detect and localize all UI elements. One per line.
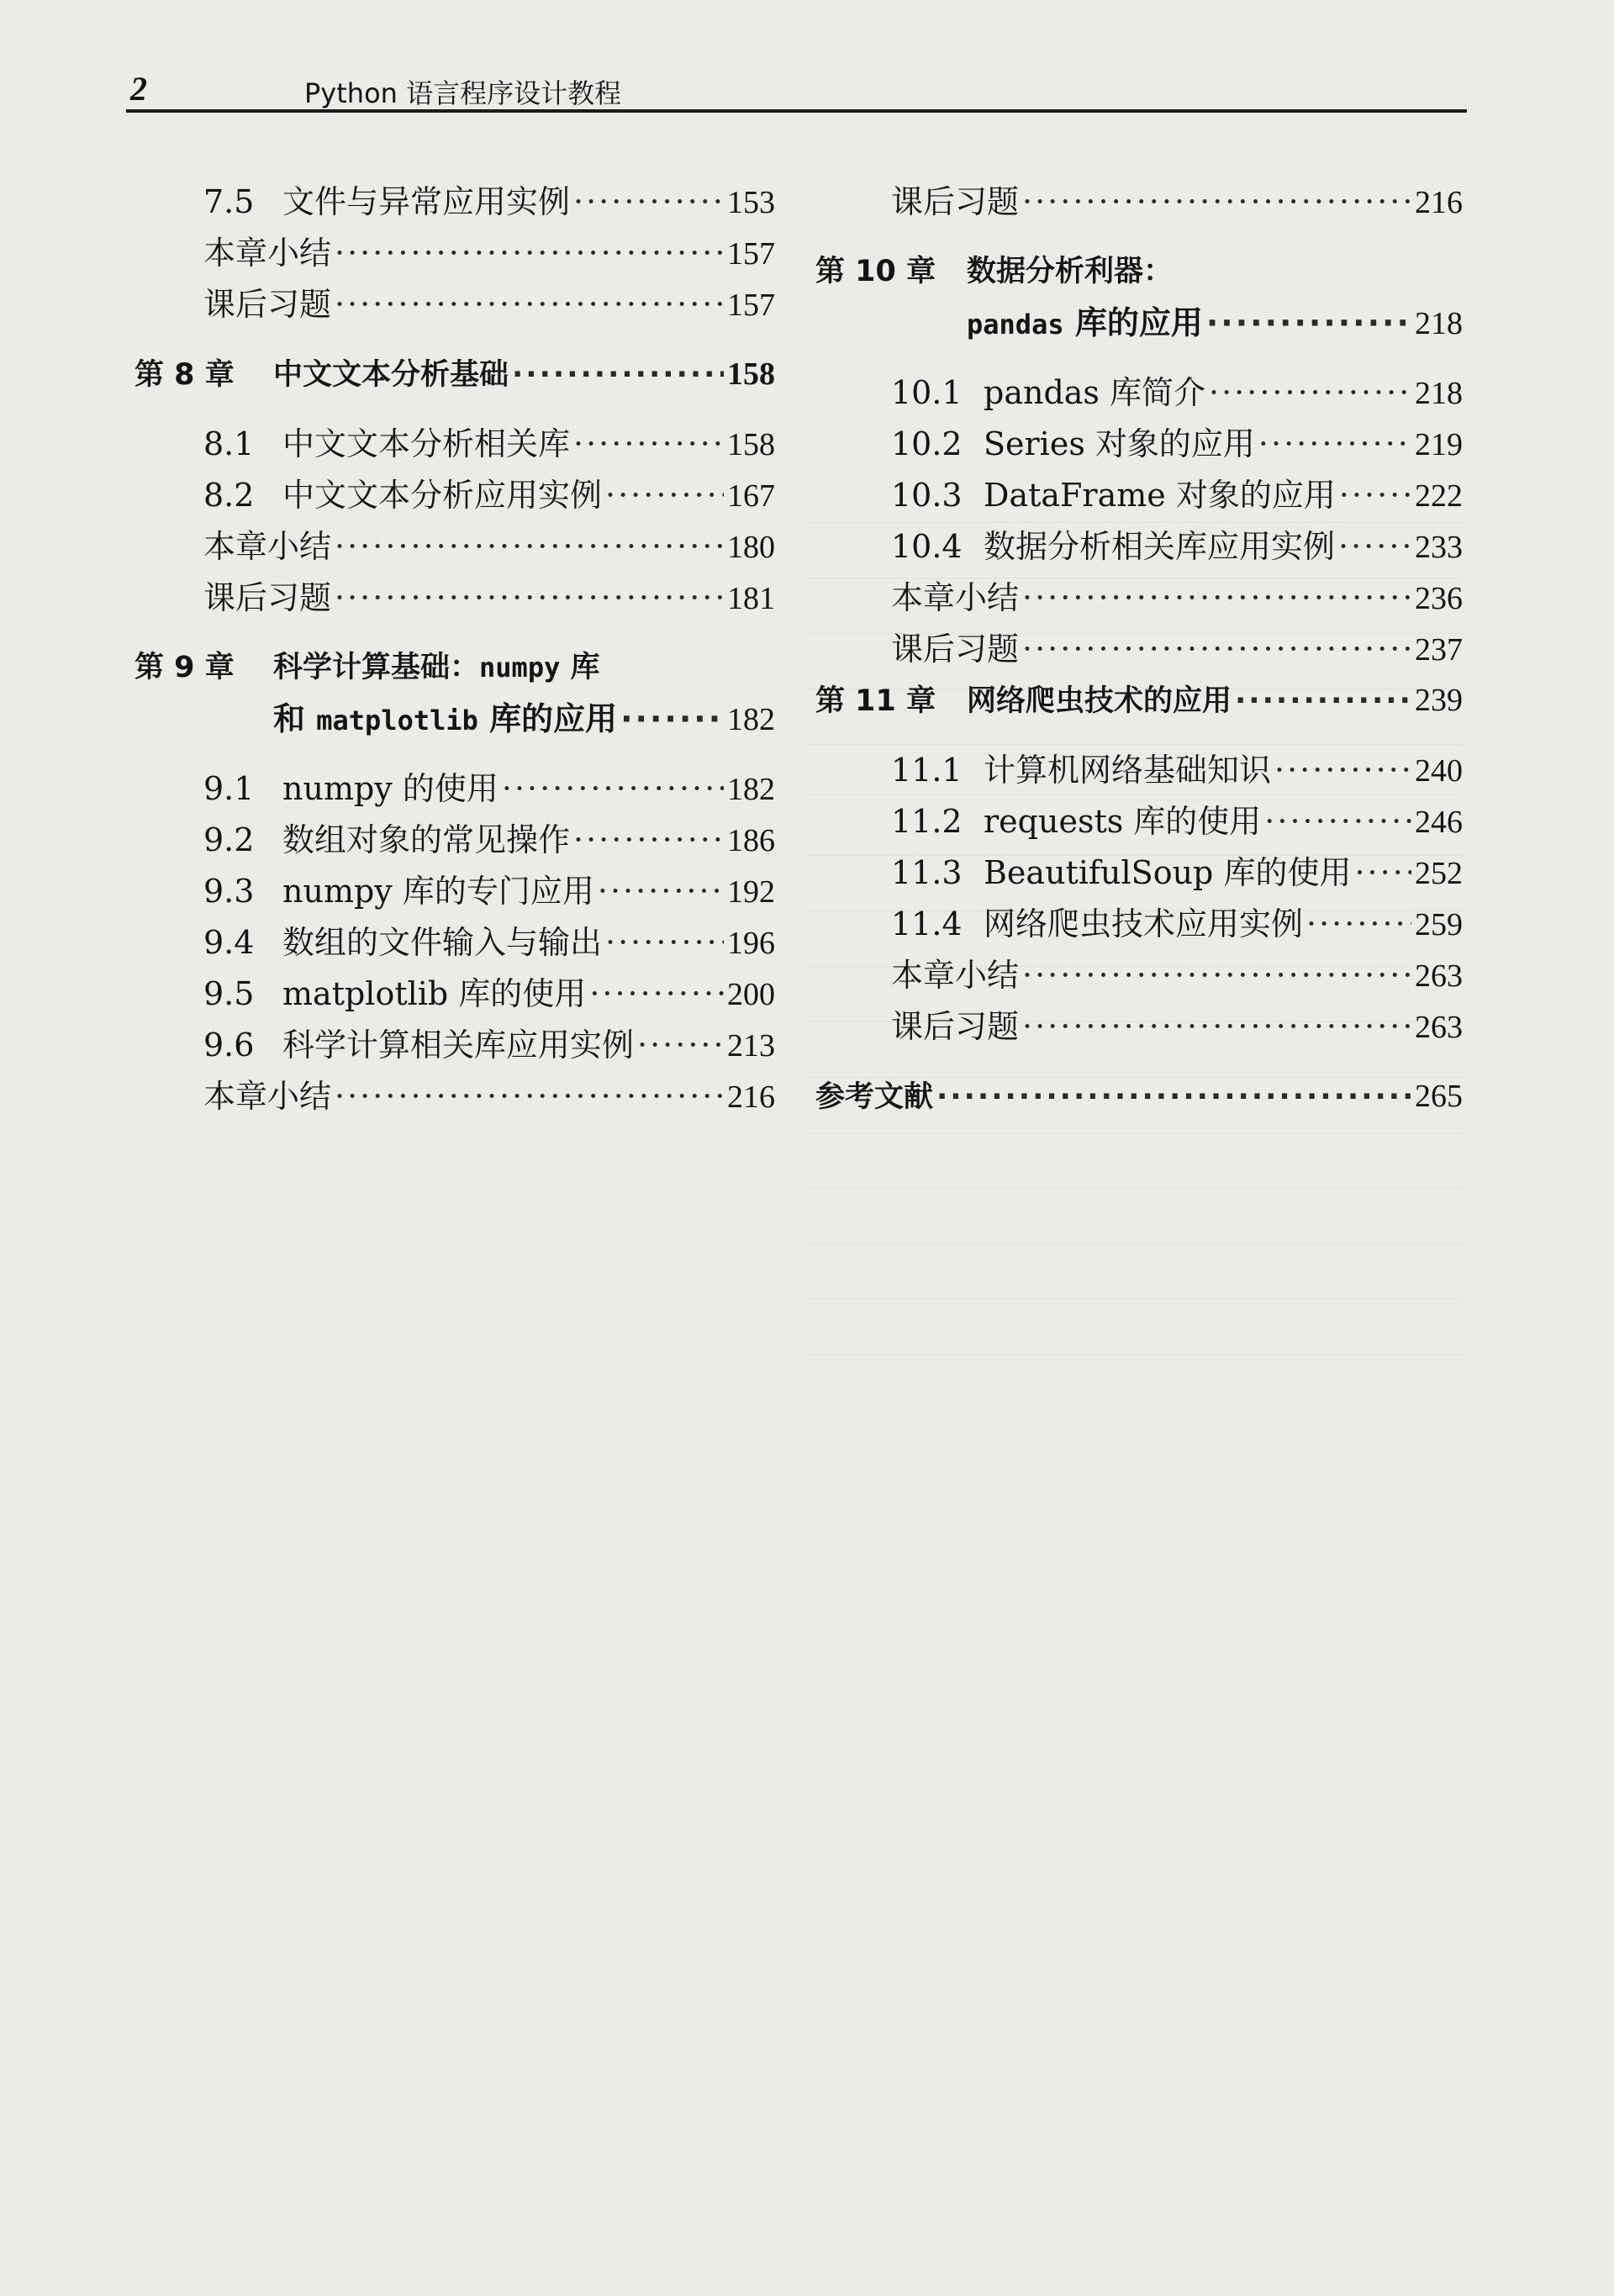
leader-dots [1235, 676, 1411, 727]
section-number: 10.4 [891, 528, 963, 565]
page-ref: 252 [1415, 856, 1463, 891]
toc-entry-11-2[interactable] [815, 796, 1463, 847]
references-title: 参考文献 [815, 1080, 934, 1114]
toc-entry-9-3[interactable] [134, 866, 775, 917]
section-title: BeautifulSoup 库的使用 [984, 854, 1352, 891]
page-ref: 259 [1415, 907, 1463, 942]
toc-entry-8-1[interactable] [134, 419, 775, 470]
leader-dots [573, 815, 724, 866]
toc-entry-10-1[interactable] [815, 367, 1463, 419]
toc-entry-9-2[interactable] [134, 815, 775, 866]
section-title: 本章小结 [203, 528, 332, 565]
section-title: numpy 的使用 [282, 770, 498, 807]
page-ref: 222 [1415, 478, 1463, 514]
chapter-title: 中文文本分析基础 [273, 358, 509, 392]
page-number: 2 [130, 70, 147, 108]
page-ref: 153 [727, 185, 775, 220]
toc-chapter-10[interactable] [815, 246, 1463, 349]
leader-dots [573, 177, 724, 228]
section-title: 课后习题 [203, 286, 332, 323]
toc-entry-exercises-10[interactable] [815, 624, 1463, 675]
page-ref: 240 [1415, 753, 1463, 789]
toc-entry-11-3[interactable] [815, 847, 1463, 899]
page-ref: 218 [1415, 306, 1463, 341]
leader-dots [335, 228, 724, 279]
section-title: requests 库的使用 [984, 803, 1262, 840]
section-number: 11.3 [891, 854, 963, 891]
toc-entry-exercises-11[interactable] [815, 1001, 1463, 1053]
leader-dots [1206, 298, 1411, 349]
section-number: 11.1 [891, 752, 963, 789]
toc-entry-summary-8[interactable] [134, 521, 775, 573]
page-ref: 236 [1415, 581, 1463, 616]
section-title: 文件与异常应用实例 [282, 183, 571, 220]
toc-entry-8-2[interactable] [134, 470, 775, 521]
leader-dots [1338, 521, 1411, 573]
page-ref: 181 [727, 581, 775, 616]
chapter-number: 第 8 章 [134, 358, 235, 392]
section-number: 11.4 [891, 905, 963, 942]
page-ref: 157 [727, 236, 775, 272]
section-number: 9.6 [203, 1027, 255, 1064]
section-number: 9.5 [203, 975, 255, 1012]
leader-dots [1022, 1001, 1411, 1053]
toc-entry-11-4[interactable] [815, 899, 1463, 950]
page-ref: 213 [727, 1028, 775, 1064]
leader-dots [1258, 419, 1411, 470]
toc-entry-10-4[interactable] [815, 521, 1463, 573]
leader-dots [335, 1071, 724, 1122]
page-ref: 218 [1415, 376, 1463, 411]
chapter-number: 第 10 章 [815, 255, 936, 288]
section-title: 数据分析相关库应用实例 [984, 528, 1336, 565]
page-ref: 196 [727, 926, 775, 961]
chapter-title-line2: pandas 库的应用 [967, 304, 1203, 341]
leader-dots [1209, 367, 1411, 419]
chapter-number: 第 11 章 [815, 684, 936, 718]
section-title: 本章小结 [203, 1078, 332, 1115]
leader-dots [502, 763, 724, 815]
page-ref: 237 [1415, 632, 1463, 668]
section-title: 数组的文件输入与输出 [282, 924, 603, 961]
leader-dots [1274, 745, 1411, 796]
page-ref: 265 [1415, 1079, 1463, 1114]
toc-right-column [815, 177, 1463, 1122]
section-title: matplotlib 库的使用 [282, 975, 587, 1012]
page-ref: 192 [727, 874, 775, 910]
toc-left-column [134, 177, 775, 1122]
leader-dots [512, 350, 724, 401]
leader-dots [1264, 796, 1411, 847]
toc-entry-7-5[interactable] [134, 177, 775, 228]
toc-entry-summary-9[interactable] [134, 1071, 775, 1122]
section-number: 9.4 [203, 924, 255, 961]
toc-entry-9-5[interactable] [134, 969, 775, 1020]
page-ref: 239 [1415, 683, 1463, 718]
page-ref: 186 [727, 823, 775, 858]
section-title: 网络爬虫技术应用实例 [984, 905, 1304, 942]
section-title: Series 对象的应用 [984, 425, 1255, 462]
toc-chapter-9[interactable] [134, 642, 775, 745]
toc-entry-exercises-9[interactable] [815, 177, 1463, 228]
section-title: 计算机网络基础知识 [984, 752, 1272, 789]
section-title: 课后习题 [891, 1008, 1020, 1045]
section-title: 中文文本分析应用实例 [282, 477, 603, 514]
leader-dots [605, 470, 724, 521]
toc-chapter-11[interactable] [815, 675, 1463, 726]
section-title: 课后习题 [891, 631, 1020, 668]
toc-entry-summary-7[interactable] [134, 228, 775, 279]
toc-entry-11-1[interactable] [815, 745, 1463, 796]
chapter-title-line1: 数据分析利器： [967, 255, 1174, 288]
leader-dots [1354, 847, 1411, 899]
section-title: DataFrame 对象的应用 [984, 477, 1336, 514]
leader-dots [1022, 177, 1411, 228]
leader-dots [936, 1072, 1411, 1123]
toc-entry-summary-11[interactable] [815, 950, 1463, 1001]
section-number: 9.2 [203, 821, 255, 858]
section-title: 科学计算相关库应用实例 [282, 1027, 635, 1064]
page-ref: 233 [1415, 530, 1463, 565]
leader-dots [335, 573, 724, 624]
section-number: 10.2 [891, 425, 963, 462]
page-header [0, 0, 1614, 118]
page-ref: 219 [1415, 427, 1463, 462]
page-ref: 216 [727, 1079, 775, 1115]
toc-references[interactable] [815, 1071, 1463, 1122]
section-title: 数组对象的常见操作 [282, 821, 571, 858]
section-number: 11.2 [891, 803, 963, 840]
section-number: 9.1 [203, 770, 255, 807]
section-number: 8.1 [203, 425, 255, 462]
section-number: 10.3 [891, 477, 963, 514]
chapter-title: 网络爬虫技术的应用 [967, 684, 1232, 718]
chapter-title-line2: 和 matplotlib 库的应用 [273, 700, 618, 737]
leader-dots [620, 694, 724, 745]
section-title: 中文文本分析相关库 [282, 425, 571, 462]
page-ref: 167 [727, 478, 775, 514]
page-ref: 246 [1415, 805, 1463, 840]
leader-dots [1339, 470, 1411, 521]
toc-chapter-8[interactable] [134, 349, 775, 400]
section-title: 本章小结 [891, 579, 1020, 616]
toc-entry-10-2[interactable] [815, 419, 1463, 470]
section-number: 10.1 [891, 374, 963, 411]
section-number: 8.2 [203, 477, 255, 514]
leader-dots [589, 969, 724, 1020]
page-ref: 157 [727, 288, 775, 323]
section-number: 9.3 [203, 873, 255, 910]
toc-entry-exercises-7[interactable] [134, 279, 775, 330]
page-ref: 182 [727, 702, 775, 737]
section-title: 本章小结 [203, 235, 332, 272]
toc-entry-exercises-8[interactable] [134, 573, 775, 624]
leader-dots [335, 521, 724, 573]
leader-dots [1306, 899, 1411, 950]
page-ref: 200 [727, 977, 775, 1012]
section-number: 7.5 [203, 183, 255, 220]
page-ref: 180 [727, 530, 775, 565]
leader-dots [637, 1020, 724, 1071]
leader-dots [605, 917, 724, 969]
toc-entry-summary-10[interactable] [815, 573, 1463, 624]
chapter-number: 第 9 章 [134, 651, 235, 684]
page-ref: 158 [727, 427, 775, 462]
toc-entry-9-6[interactable] [134, 1020, 775, 1071]
leader-dots [573, 419, 724, 470]
section-title: 课后习题 [203, 579, 332, 616]
header-rule [126, 109, 1467, 113]
leader-dots [598, 866, 724, 917]
page-ref: 216 [1415, 185, 1463, 220]
leader-dots [1022, 624, 1411, 675]
page-ref: 158 [727, 356, 775, 392]
page-ref: 182 [727, 772, 775, 807]
toc-entry-9-1[interactable] [134, 763, 775, 815]
page-ref: 263 [1415, 958, 1463, 994]
chapter-title-line1: 科学计算基础：numpy 库 [273, 651, 600, 684]
leader-dots [335, 279, 724, 330]
section-title: numpy 库的专门应用 [282, 873, 594, 910]
book-title: Python 语言程序设计教程 [304, 77, 622, 109]
leader-dots [1022, 950, 1411, 1001]
toc-entry-10-3[interactable] [815, 470, 1463, 521]
toc-entry-9-4[interactable] [134, 917, 775, 969]
section-title: 课后习题 [891, 183, 1020, 220]
leader-dots [1022, 573, 1411, 624]
section-title: 本章小结 [891, 957, 1020, 994]
section-title: pandas 库简介 [984, 374, 1206, 411]
page-ref: 263 [1415, 1010, 1463, 1045]
